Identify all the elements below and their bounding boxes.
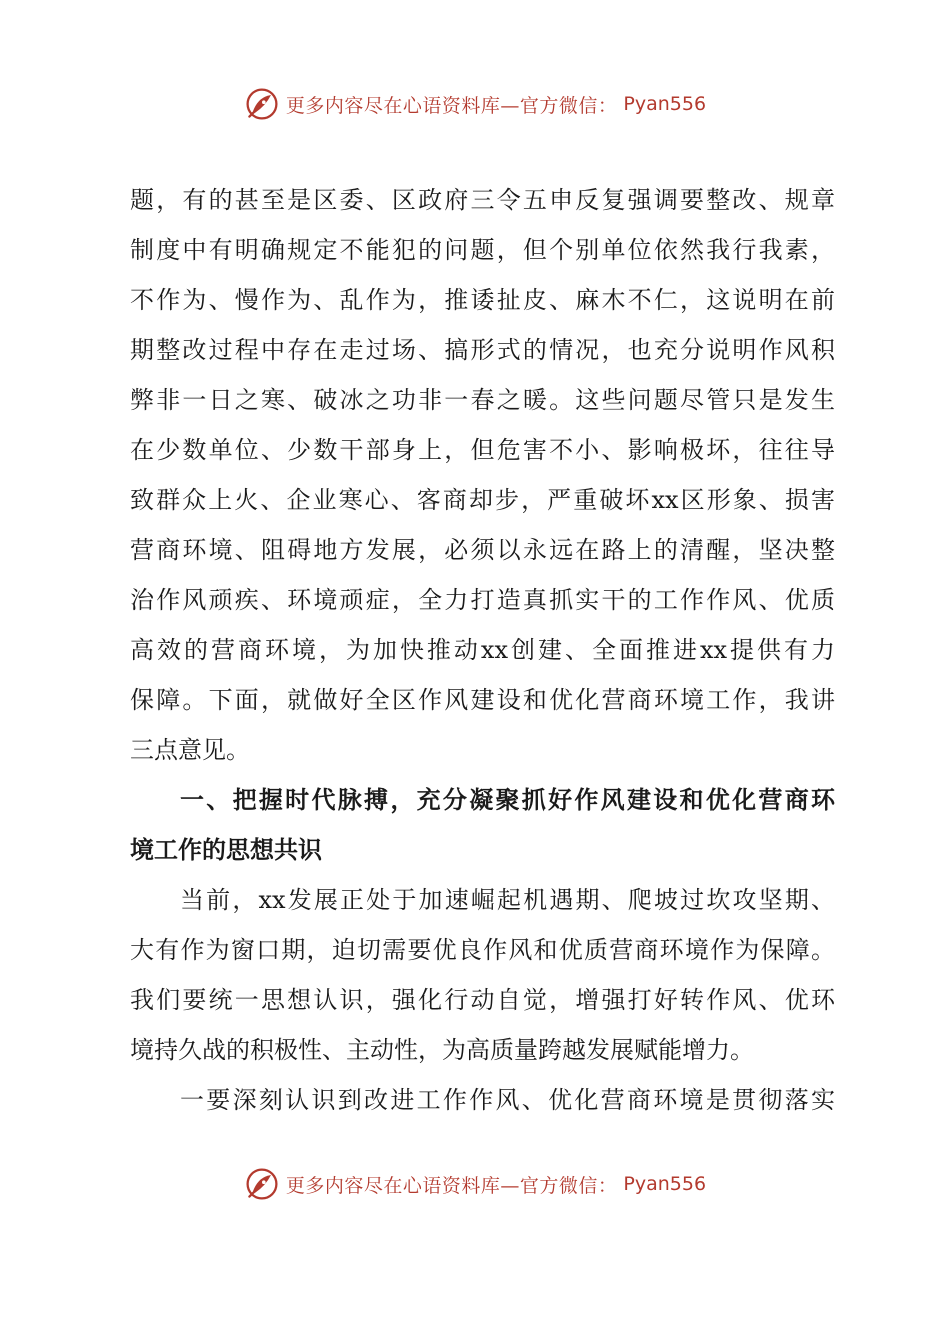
body-line: 一要深刻认识到改进工作作风、优化营商环境是贯彻落实 bbox=[180, 1086, 835, 1114]
body-line: 保障。下面，就做好全区作风建设和优化营商环境工作，我讲 bbox=[130, 686, 835, 714]
pen-logo-icon bbox=[244, 86, 280, 122]
body-line: 弊非一日之寒、破冰之功非一春之暖。这些问题尽管只是发生 bbox=[130, 386, 835, 414]
body-line: 在少数单位、少数干部身上，但危害不小、影响极坏，往往导 bbox=[130, 436, 835, 464]
body-line: 境持久战的积极性、主动性，为高质量跨越发展赋能增力。 bbox=[130, 1036, 754, 1064]
section-heading: 境工作的思想共识 bbox=[130, 835, 322, 864]
banner-text: 更多内容尽在心语资料库—官方微信： bbox=[285, 94, 618, 117]
body-line: 不作为、慢作为、乱作为，推诿扯皮、麻木不仁，这说明在前 bbox=[130, 286, 835, 314]
banner-wechat-id: Pyan556 bbox=[623, 1173, 707, 1195]
body-line: 题，有的甚至是区委、区政府三令五申反复强调要整改、规章 bbox=[130, 186, 835, 214]
banner-group bbox=[244, 86, 706, 122]
body-line: 制度中有明确规定不能犯的问题，但个别单位依然我行我素， bbox=[130, 236, 835, 264]
footer-banner bbox=[0, 1162, 950, 1206]
banner-group bbox=[244, 1166, 706, 1202]
body-line: 大有作为窗口期，迫切需要优良作风和优质营商环境作为保障。 bbox=[130, 936, 835, 964]
body-line: 期整改过程中存在走过场、搞形式的情况，也充分说明作风积 bbox=[130, 336, 835, 364]
section-heading: 一、把握时代脉搏，充分凝聚抓好作风建设和优化营商环 bbox=[180, 785, 835, 814]
body-line: 我们要统一思想认识，强化行动自觉，增强打好转作风、优环 bbox=[130, 986, 835, 1014]
header-banner bbox=[0, 82, 950, 126]
banner-wechat-id: Pyan556 bbox=[623, 93, 707, 115]
body-line: 致群众上火、企业寒心、客商却步，严重破坏xx区形象、损害 bbox=[130, 486, 835, 514]
body-line: 三点意见。 bbox=[130, 736, 250, 764]
body-line: 高效的营商环境，为加快推动xx创建、全面推进xx提供有力 bbox=[130, 636, 835, 664]
pen-logo-icon bbox=[244, 1166, 280, 1202]
body-line: 营商环境、阻碍地方发展，必须以永远在路上的清醒，坚决整 bbox=[130, 536, 835, 564]
document-body bbox=[130, 175, 835, 1125]
body-line: 当前，xx发展正处于加速崛起机遇期、爬坡过坎攻坚期、 bbox=[180, 886, 835, 914]
body-line: 治作风顽疾、环境顽症，全力打造真抓实干的工作作风、优质 bbox=[130, 586, 835, 614]
banner-text: 更多内容尽在心语资料库—官方微信： bbox=[285, 1174, 618, 1197]
